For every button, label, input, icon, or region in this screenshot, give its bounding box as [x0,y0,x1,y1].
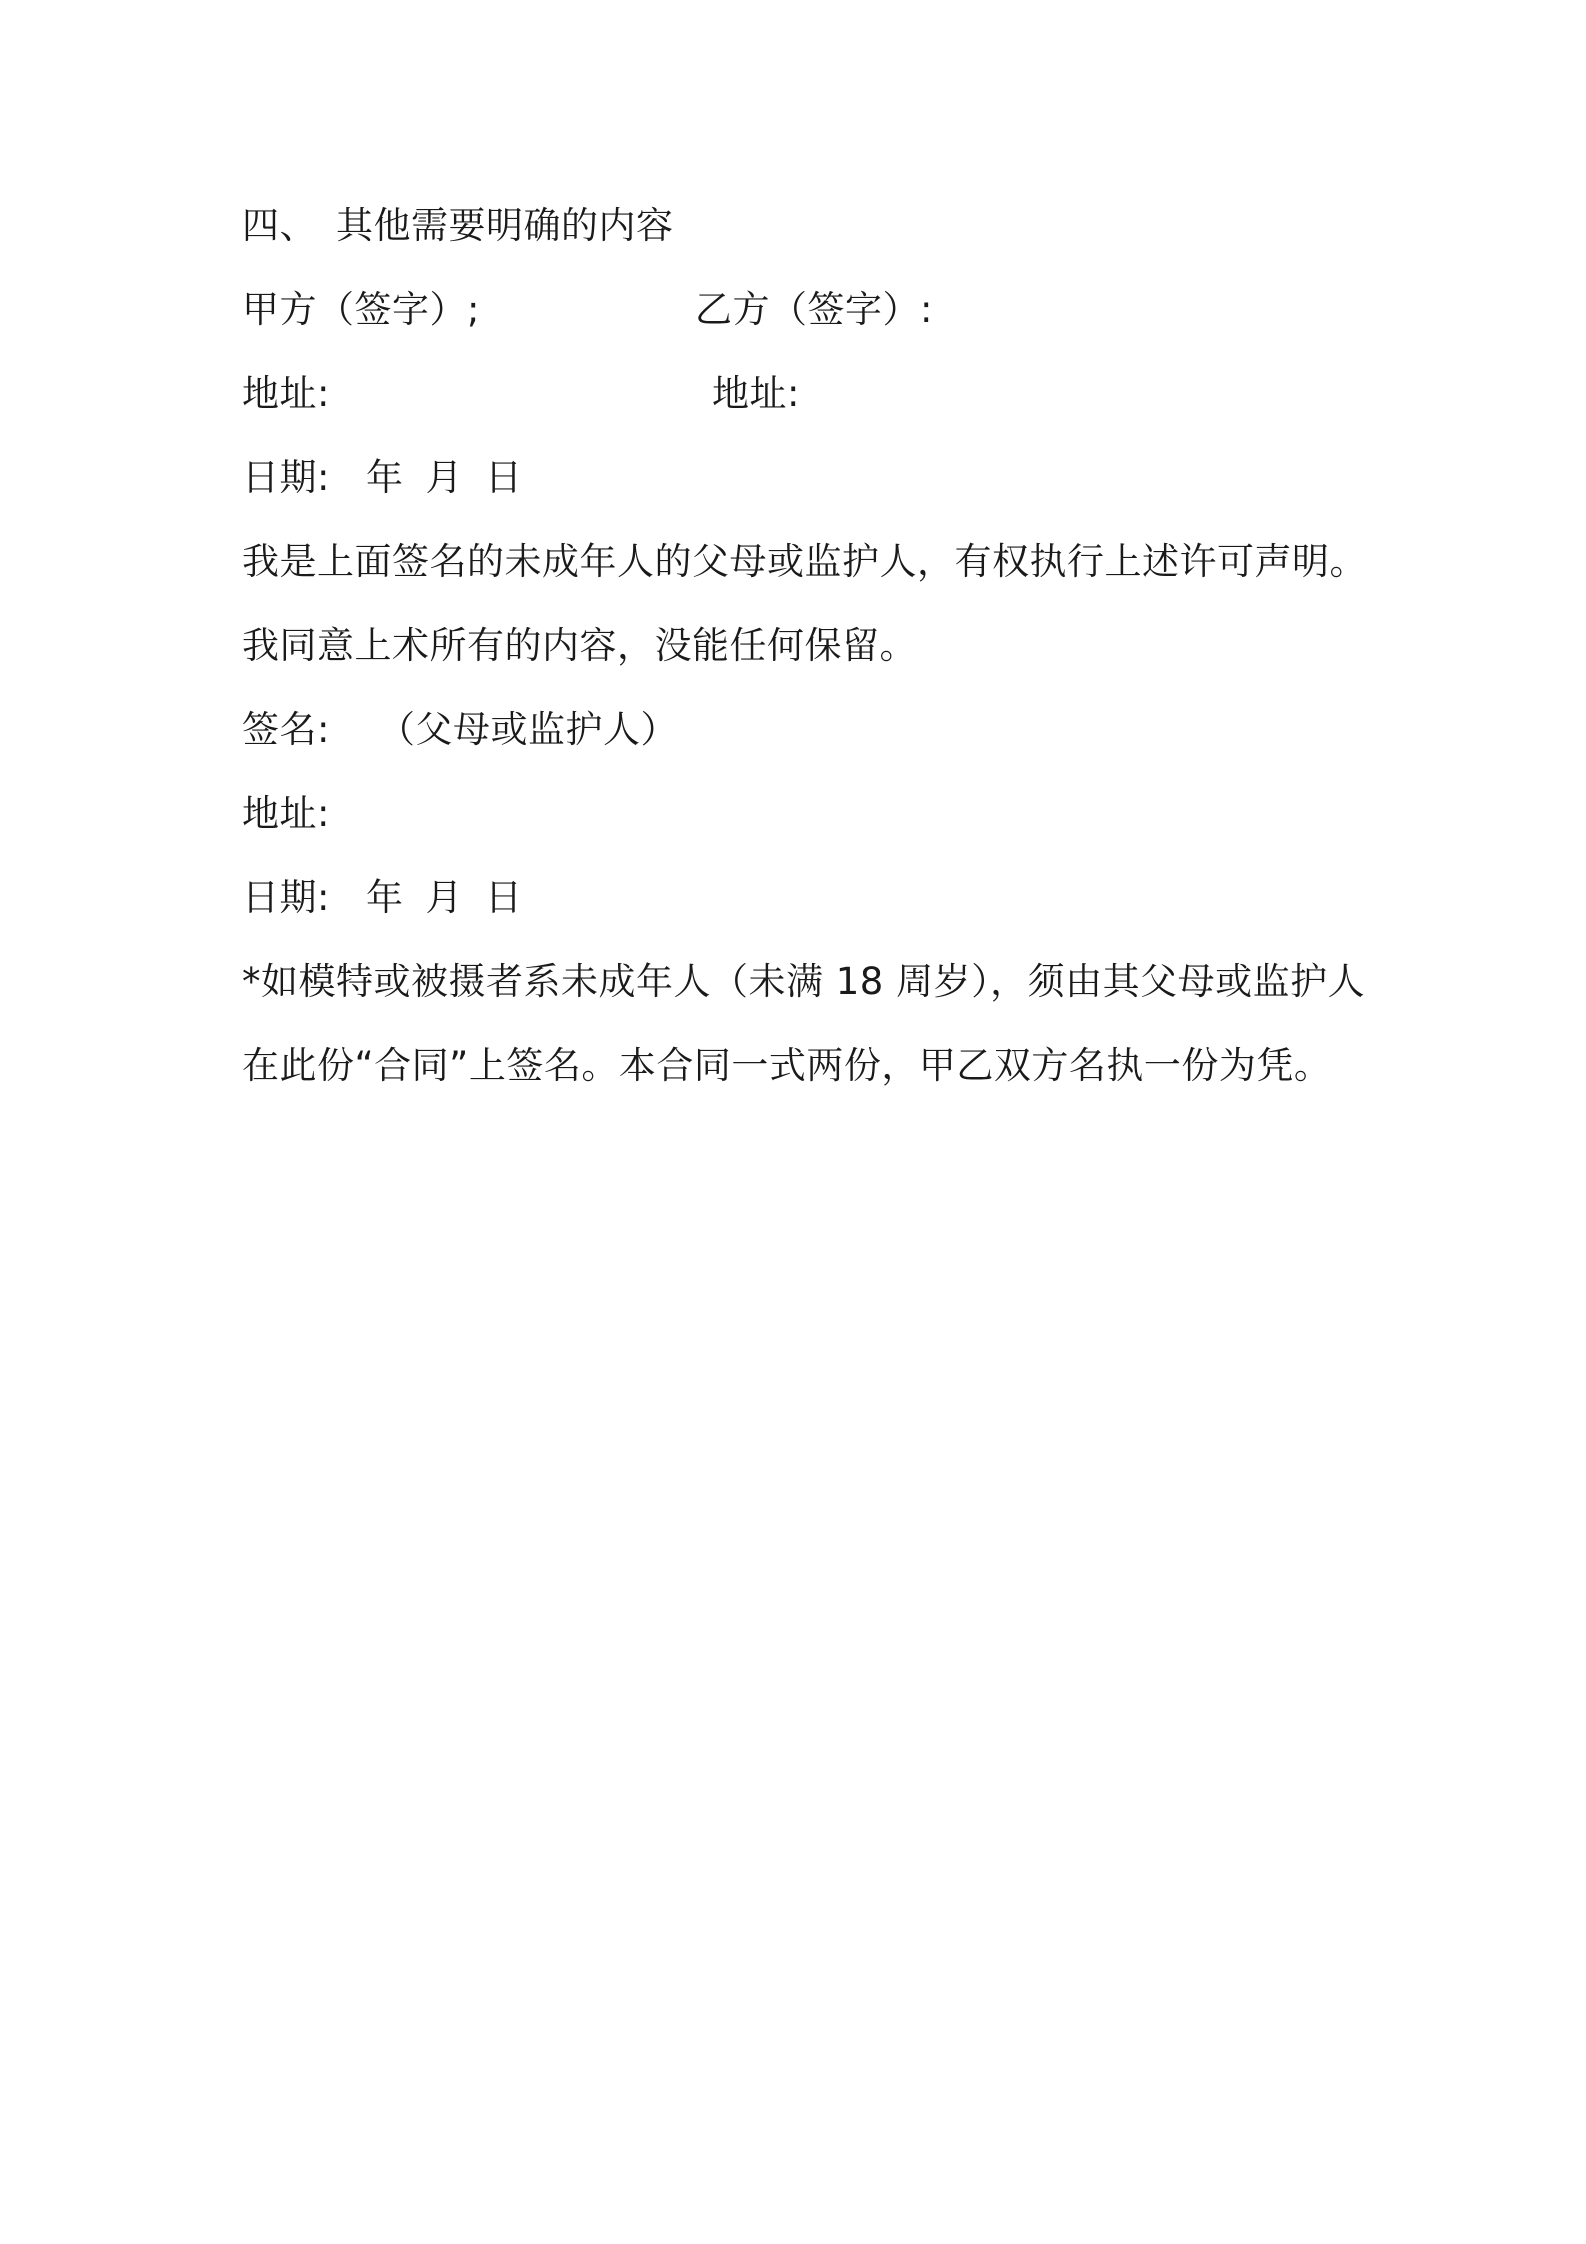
party-a-address-label: 地址: [242,372,330,415]
date-row-2 [242,874,522,922]
guardian-address-label: 地址: [242,792,330,835]
date-row-1 [242,454,522,502]
footnote-line-2: 在此份“合同”上签名。本合同一式两份，甲乙双方名执一份为凭。 [242,1044,1332,1087]
footnote-line-1: *如模特或被摄者系未成年人（未满 18 周岁），须由其父母或监护人 [242,960,1366,1003]
date-year: 年 [365,876,404,919]
date-month: 月 [425,456,463,499]
party-b-signature-label: 乙方（签字）: [695,288,933,331]
date-label: 日期: [242,456,330,499]
date-year: 年 [365,456,404,499]
date-month: 月 [425,876,463,919]
date-day: 日 [484,456,523,499]
guardian-signature-note: （父母或监护人） [377,708,678,751]
address-row [242,370,800,418]
section-title: 其他需要明确的内容 [336,204,674,247]
date-day: 日 [484,876,523,919]
section-heading [242,202,674,250]
guardian-statement: 我是上面签名的未成年人的父母或监护人，有权执行上述许可声明。 [242,540,1367,583]
party-b-address-label: 地址: [712,372,800,415]
guardian-agreement: 我同意上术所有的内容，没能任何保留。 [242,624,917,667]
section-number: 四、 [242,204,317,247]
signature-row [242,286,933,334]
guardian-signature-row [242,706,678,754]
guardian-signature-label: 签名: [242,708,330,751]
guardian-address-row [242,790,330,838]
date-label: 日期: [242,876,330,919]
party-a-signature-label: 甲方（签字）; [242,288,480,331]
